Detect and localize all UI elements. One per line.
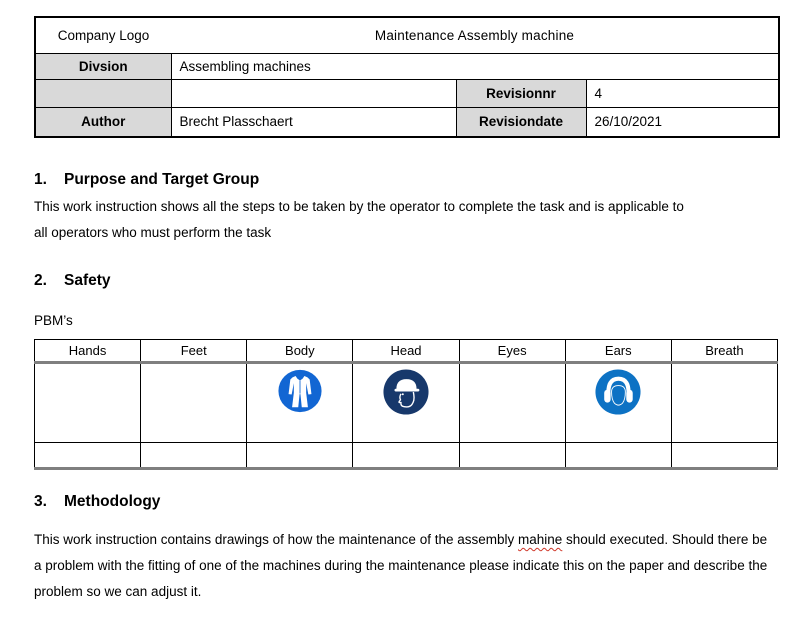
purpose-body-text: This work instruction shows all the steps to be taken by the operator to complete the task and is applicable to all operators who must perform the task: [34, 199, 684, 240]
ppe-cell-hands: [35, 363, 141, 443]
ppe-col-ears: Ears: [565, 340, 671, 363]
document-header-table: [34, 16, 780, 138]
section-heading-safety: [34, 271, 778, 291]
header-row-division: [35, 53, 779, 79]
methodology-text-after: should executed. Should there be a problem with the fitting of one of the machines during the maintenance please indicate this on the paper and describe the problem so we can adjust it.: [34, 532, 768, 599]
head-protection-icon: [383, 369, 429, 415]
revision-date-label: Revisiondate: [456, 107, 586, 137]
ppe-cell-feet: [141, 363, 247, 443]
ppe-col-eyes: Eyes: [459, 340, 565, 363]
section-number: 1.: [34, 171, 47, 188]
section-number: 3.: [34, 493, 47, 510]
revision-date-value: 26/10/2021: [586, 107, 779, 137]
header-row-revisionnr: [35, 79, 779, 107]
section-heading-methodology: [34, 492, 778, 512]
empty-cell: [171, 79, 456, 107]
ppe-col-hands: Hands: [35, 340, 141, 363]
header-row-title: [35, 17, 779, 53]
ear-protection-icon: [595, 369, 641, 415]
section-title: Purpose and Target Group: [64, 171, 260, 188]
author-value: Brecht Plasschaert: [171, 107, 456, 137]
division-value: Assembling machines: [171, 53, 779, 79]
revision-nr-value: 4: [586, 79, 779, 107]
methodology-text-before: This work instruction contains drawings of how the maintenance of the assembly: [34, 532, 518, 547]
ppe-cell-head: [353, 363, 459, 443]
protective-clothing-icon: [277, 369, 323, 413]
revision-nr-label: Revisionnr: [456, 79, 586, 107]
division-label: Divsion: [35, 53, 171, 79]
ppe-table-empty-row: [35, 443, 778, 469]
ppe-col-feet: Feet: [141, 340, 247, 363]
ppe-cell-ears: [565, 363, 671, 443]
header-row-author: [35, 107, 779, 137]
ppe-table-icon-row: [35, 363, 778, 443]
section-heading-purpose: [34, 170, 778, 190]
section-title: Safety: [64, 272, 111, 289]
company-logo-cell: Company Logo: [35, 17, 171, 53]
ppe-cell-breath: [671, 363, 777, 443]
ppe-col-head: Head: [353, 340, 459, 363]
ppe-table: [34, 339, 778, 470]
section-number: 2.: [34, 272, 47, 289]
document-title: Maintenance Assembly machine: [171, 17, 779, 53]
ppe-table-header-row: [35, 340, 778, 363]
misspelled-word: mahine: [518, 532, 563, 547]
ppe-cell-body: [247, 363, 353, 443]
author-label: Author: [35, 107, 171, 137]
ppe-col-body: Body: [247, 340, 353, 363]
pbm-label: PBM’s: [34, 313, 73, 328]
section-title: Methodology: [64, 493, 161, 510]
methodology-body-text: [34, 527, 778, 605]
ppe-cell-eyes: [459, 363, 565, 443]
empty-gray-cell: [35, 79, 171, 107]
ppe-col-breath: Breath: [671, 340, 777, 363]
